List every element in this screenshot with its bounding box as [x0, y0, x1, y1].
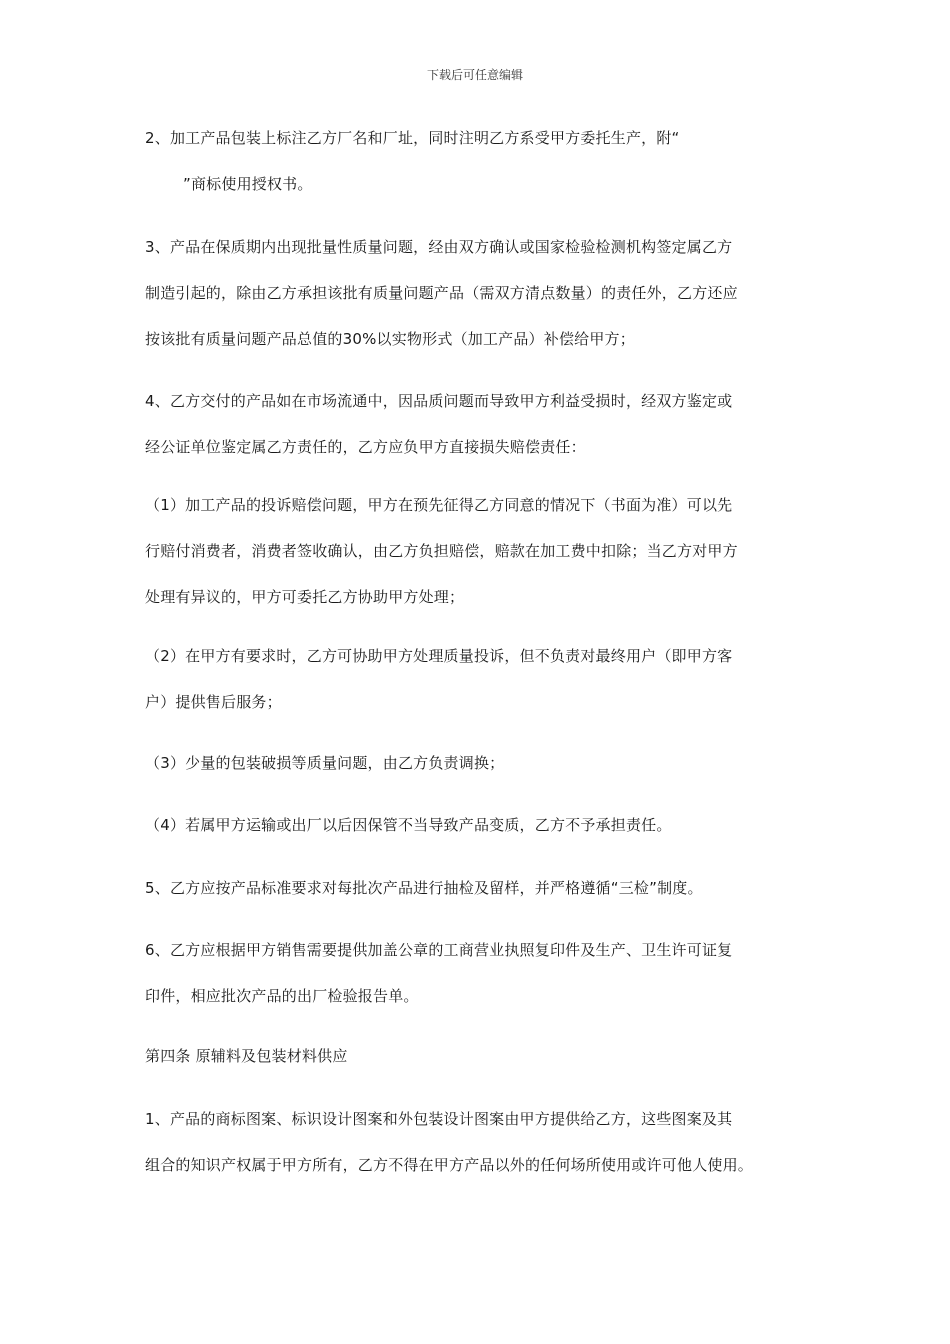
item-1-line-3: 处理有异议的，甲方可委托乙方协助甲方处理；: [145, 588, 465, 606]
paragraph-4-line-2: 经公证单位鉴定属乙方责任的，乙方应负甲方直接损失赔偿责任：: [145, 438, 586, 456]
paragraph-6-line-2: 印件，相应批次产品的出厂检验报告单。: [145, 987, 419, 1005]
article-4-paragraph-1-line-2: 组合的知识产权属于甲方所有，乙方不得在甲方产品以外的任何场所使用或许可他人使用。: [145, 1156, 754, 1174]
article-4-heading: 第四条 原辅料及包装材料供应: [145, 1047, 348, 1065]
item-2-line-2: 户）提供售后服务；: [145, 693, 282, 711]
item-1-line-1: （1）加工产品的投诉赔偿问题，甲方在预先征得乙方同意的情况下（书面为准）可以先: [145, 496, 733, 514]
item-3-line-1: （3）少量的包装破损等质量问题，由乙方负责调换；: [145, 754, 505, 772]
article-4-paragraph-1-line-1: 1、产品的商标图案、标识设计图案和外包装设计图案由甲方提供给乙方，这些图案及其: [145, 1110, 733, 1128]
paragraph-6-line-1: 6、乙方应根据甲方销售需要提供加盖公章的工商营业执照复印件及生产、卫生许可证复: [145, 941, 733, 959]
paragraph-5-line-1: 5、乙方应按产品标准要求对每批次产品进行抽检及留样，并严格遵循“三检”制度。: [145, 879, 703, 897]
page-header: 下载后可任意编辑: [426, 68, 523, 82]
item-2-line-1: （2）在甲方有要求时，乙方可协助甲方处理质量投诉，但不负责对最终用户（即甲方客: [145, 647, 733, 665]
paragraph-4-line-1: 4、乙方交付的产品如在市场流通中，因品质问题而导致甲方利益受损时，经双方鉴定或: [145, 392, 733, 410]
paragraph-2-line-2: ”商标使用授权书。: [183, 175, 313, 193]
paragraph-3-line-2: 制造引起的，除由乙方承担该批有质量问题产品（需双方清点数量）的责任外，乙方还应: [145, 284, 738, 302]
item-1-line-2: 行赔付消费者，消费者签收确认，由乙方负担赔偿，赔款在加工费中扣除；当乙方对甲方: [145, 542, 738, 560]
paragraph-3-line-1: 3、产品在保质期内出现批量性质量问题，经由双方确认或国家检验检测机构签定属乙方: [145, 238, 733, 256]
paragraph-2-line-1: 2、加工产品包装上标注乙方厂名和厂址，同时注明乙方系受甲方委托生产，附“: [145, 129, 680, 147]
item-4-line-1: （4）若属甲方运输或出厂以后因保管不当导致产品变质，乙方不予承担责任。: [145, 816, 672, 834]
paragraph-3-line-3: 按该批有质量问题产品总值的30%以实物形式（加工产品）补偿给甲方；: [145, 330, 635, 348]
